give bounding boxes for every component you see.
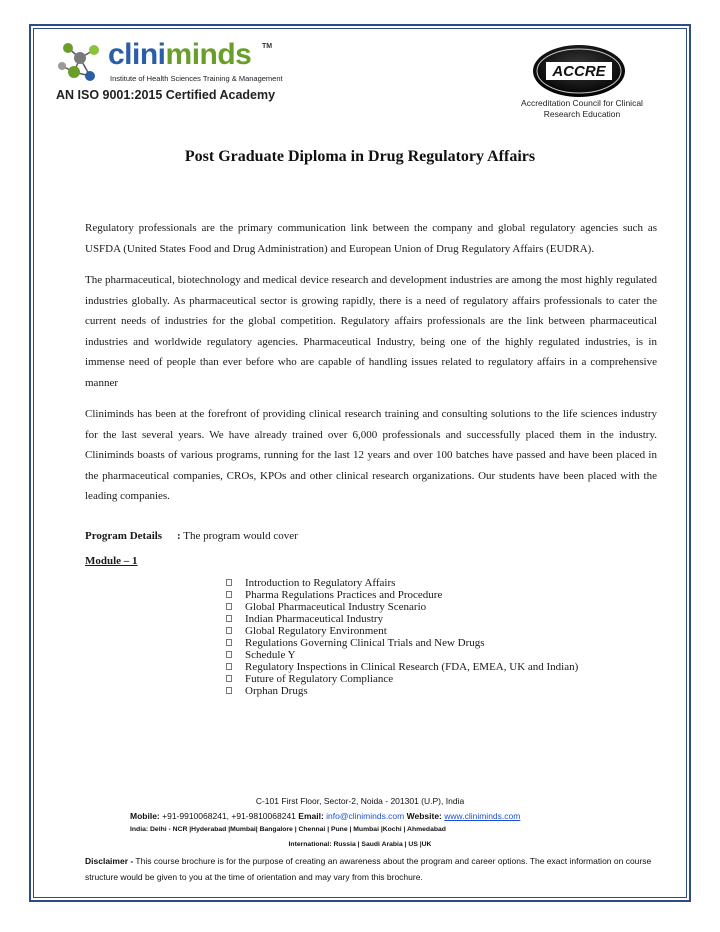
bullet-box-icon (226, 615, 232, 622)
bullet-box-icon (226, 627, 232, 634)
list-item-text: Introduction to Regulatory Affairs (245, 577, 396, 589)
bullet-box-icon (226, 651, 232, 658)
bullet-box-icon (226, 639, 232, 646)
program-details-text: The program would cover (183, 530, 298, 542)
list-item-text: Regulations Governing Clinical Trials and New Drugs (245, 637, 485, 649)
list-item (226, 685, 578, 697)
logo-wordmark (108, 38, 251, 72)
industry-paragraph: The pharmaceutical, biotechnology and medical device research and development industries are among the most highly regulated industries globally. As pharmaceutical sector is growing rapidly, there is a need of regulatory affairs professionals to cater the current needs of industries for the global competition. Regulatory affairs professionals are the link between pharmaceutical industries and worldwide regulatory agencies. Pharmaceutical Industry, being one of the highly regulated industries, is in immense need of people than ever before who are capable of handling issues related to regulatory affairs in a comprehensive manner (85, 274, 657, 389)
international-offices: International: Russia | Saudi Arabia | US |UK (288, 841, 432, 848)
about-paragraph: Cliniminds has been at the forefront of providing clinical research training and consulting solutions to the life sciences industry for the last several years. We have already trained over 6,000 professionals and successfully placed them in the industry. Cliniminds boasts of various programs, running for the last 12 years and over 100 batches have passed and have been placed in the pharmaceutical companies, CROs, KPOs and other clinical research organizations. Our students have been placed with the leading companies. (85, 408, 657, 502)
list-item (226, 601, 578, 613)
accreditation-caption-line2: Research Education (543, 109, 621, 119)
logo-tagline: Institute of Health Sciences Training & Management (110, 74, 283, 83)
list-item-text: Global Regulatory Environment (245, 625, 387, 637)
list-item (226, 673, 578, 685)
list-item-text: Indian Pharmaceutical Industry (245, 613, 384, 625)
email-label: Email: (298, 811, 324, 821)
bullet-box-icon (226, 603, 232, 610)
list-item-text: Schedule Y (245, 649, 296, 661)
list-item (226, 613, 578, 625)
bullet-box-icon (226, 591, 232, 598)
acre-logo-text: ACCRE (552, 63, 606, 80)
list-item-text: Regulatory Inspections in Clinical Research (FDA, EMEA, UK and Indian) (245, 661, 579, 673)
list-item (226, 589, 578, 601)
bullet-box-icon (226, 663, 232, 670)
bullet-box-icon (226, 579, 232, 586)
email-link[interactable]: info@cliniminds.com (326, 811, 405, 821)
footer-address: C-101 First Floor, Sector-2, Noida - 201301 (U.P), India (255, 796, 465, 806)
molecule-icon (56, 38, 106, 88)
list-item-text: Global Pharmaceutical Industry Scenario (245, 601, 427, 613)
trademark-mark: TM (262, 43, 273, 50)
bullet-box-icon (226, 675, 232, 682)
list-item (226, 661, 578, 673)
program-details-colon: : (177, 530, 181, 542)
india-offices: India: Delhi - NCR |Hyderabad |Mumbai| Bangalore | Chennai | Pune | Mumbai |Kochi | Ahmedabad (130, 826, 446, 833)
list-item (226, 625, 578, 637)
website-link[interactable]: www.cliniminds.com (444, 811, 521, 821)
list-item-text: Pharma Regulations Practices and Procedure (245, 589, 443, 601)
logo-wordmark-a: clini (108, 38, 166, 71)
disclaimer-label: Disclaimer - (85, 856, 134, 866)
cliniminds-logo (56, 36, 283, 108)
page-title: Post Graduate Diploma in Drug Regulatory Affairs (184, 148, 536, 165)
program-details (85, 530, 298, 542)
disclaimer-text: This course brochure is for the purpose of creating an awareness about the program and career options. The exact information on course structure would be given to you at the time of orientation and may vary from this brochure. (85, 856, 652, 882)
list-item-text: Future of Regulatory Compliance (245, 673, 394, 685)
website-label: Website: (406, 811, 442, 821)
logo-wordmark-b: minds (165, 38, 252, 71)
acre-logo (532, 44, 626, 98)
iso-certification: AN ISO 9001:2015 Certified Academy (56, 88, 276, 102)
footer-contact (130, 811, 520, 821)
mobile-numbers: +91-9910068241, +91-9810068241 (162, 811, 296, 821)
module-topic-list (226, 577, 578, 697)
program-details-label: Program Details (85, 530, 163, 542)
accreditation-caption-line1: Accreditation Council for Clinical (521, 98, 643, 108)
intro-paragraph: Regulatory professionals are the primary communication link between the company and global regulatory agencies such as USFDA (United States Food and Drug Administration) and European Union of Drug Regulatory Affairs (EUDRA). (85, 222, 657, 255)
list-item (226, 649, 578, 661)
list-item (226, 637, 578, 649)
module-heading: Module – 1 (85, 555, 138, 567)
accreditation-caption (512, 98, 652, 120)
list-item (226, 577, 578, 589)
disclaimer (85, 854, 660, 885)
bullet-box-icon (226, 687, 232, 694)
mobile-label: Mobile: (130, 811, 160, 821)
list-item-text: Orphan Drugs (245, 685, 308, 697)
